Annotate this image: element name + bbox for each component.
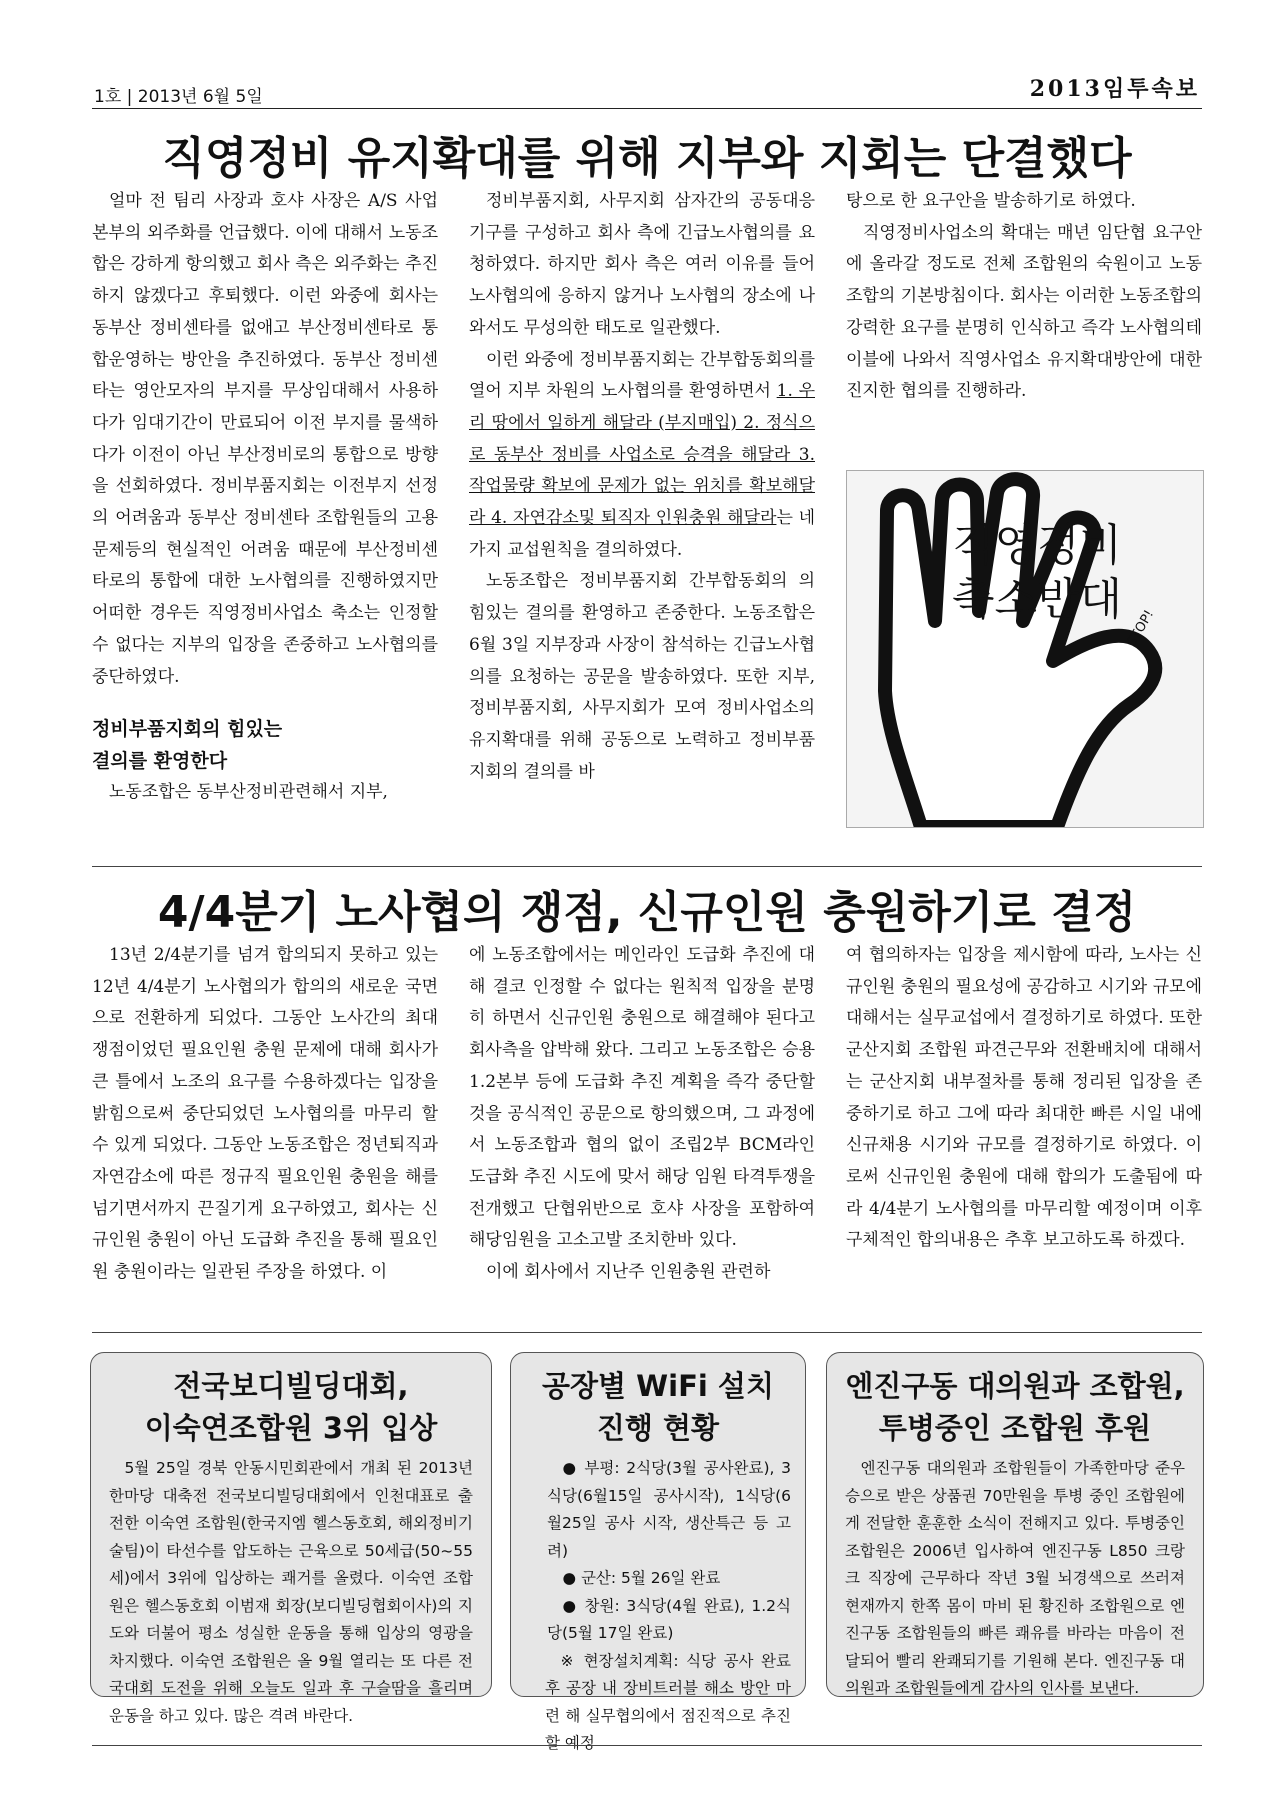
box1-paragraph: 5월 25일 경북 안동시민회관에서 개최 된 2013년 한마당 대축전 전국보디빌딩대회에서 인천대표로 출전한 이숙연 조합원(한국지엠 헬스동호회, 해외정비기술팀)이 타선수를 압도하는 근육으로 50세급(50~55세)에서 3위에 입상하는 쾌거를 올렸다. 이숙연 조합원은 헬스동호회 이범재 회장(보디빌딩협회이사)의 지도와 더불어 평소 성실한 운동을 통해 입상의 영광을 차지했다. 이숙연 조합원은 올 9월 열리는 또 다른 전국대회 도전을 위해 오늘도 일과 후 구슬땀을 흘리며 운동을 하고 있다. 많은 격려 바란다.: [109, 1459, 473, 1725]
article2-col3: [846, 940, 1202, 1257]
issue-date: 1호 | 2013년 6월 5일: [94, 87, 263, 107]
article1-col3-paragraph1: 탕으로 한 요구안을 발송하기로 하였다.: [846, 191, 1136, 211]
stop-hand-image: [846, 470, 1204, 828]
wifi-note: ※ 현장설치계획: 식당 공사 완료 후 공장 내 장비트러블 해소 방안 마련 해 실무협의에서 점진적으로 추진할 예정: [545, 1651, 791, 1752]
article1-col1-paragraph: 얼마 전 팀리 사장과 호샤 사장은 A/S 사업본부의 외주화를 언급했다. 이에 대해서 노동조합은 강하게 항의했고 회사 측은 외주화는 추진하지 않겠다고 후퇴했다. 이런 와중에 회사는 동부산 정비센타를 없애고 부산정비센타로 통합운영하는 방안을 추진하였다. 동부산 정비센타는 영안모자의 부지를 무상임대해서 사용하다가 임대기간이 만료되어 이전 부지를 물색하다가 이전이 아닌 부산정비로의 통합으로 방향을 선회하였다. 정비부품지회는 이전부지 선정의 어려움과 동부산 정비센타 조합원들의 고용문제등의 현실적인 어려움 때문에 부산정비센타로의 통합에 대한 노사협의를 진행하였지만 어떠한 경우든 직영정비사업소 축소는 인정할 수 없다는 지부의 입장을 존중하고 노사협의를 중단하였다.: [92, 191, 438, 687]
box1-title-line1: 전국보디빌딩대회,: [173, 1369, 409, 1403]
box1-title: [91, 1365, 491, 1449]
article2-col3-paragraph: 여 협의하자는 입장을 제시함에 따라, 노사는 신규인원 충원의 필요성에 공감하고 시기와 규모에 대해서는 실무교섭에서 결정하기로 하였다. 또한 군산지회 조합원 파견근무와 전환배치에 대해서는 군산지회 내부절차를 통해 정리된 입장을 존중하기로 하고 그에 따라 최대한 빠른 시일 내에 신규채용 시기와 규모를 결정하기로 하였다. 이로써 신규인원 충원에 대해 합의가 도출됨에 따라 4/4분기 노사협의를 마무리할 예정이며 이후 구체적인 합의내용은 추후 보고하도록 하겠다.: [846, 945, 1202, 1251]
box3-paragraph: 엔진구동 대의원과 조합원들이 가족한마당 준우승으로 받은 상품권 70만원을 투병 중인 조합원에게 전달한 훈훈한 소식이 전해지고 있다. 투병중인 조합원은 2006년 입사하여 엔진구동 L850 크랑크 직장에 근무하다 작년 3월 뇌경색으로 쓰러져 현재까지 한쪽 몸이 마비 된 황진하 조합원으로 엔진구동 조합원들의 빠른 쾌유를 바라는 마음이 전달되어 빨리 완쾌되기를 기원해 본다. 엔진구동 대의원과 조합원들에게 감사의 인사를 보낸다.: [845, 1459, 1185, 1697]
article1-subhead-line2: 결의를 환영한다: [92, 750, 228, 773]
box2-title-line2: 진행 현황: [596, 1411, 720, 1445]
box3-body: [827, 1455, 1203, 1703]
bottom-divider: [92, 1745, 1202, 1746]
article1-col2-paragraph2: [469, 345, 815, 567]
article1-col2: [469, 186, 815, 788]
article1-col2-text-b: 는 네 가지 교섭원칙을 결의하였다.: [469, 508, 815, 560]
box2-title-line1: 공장별 WiFi 설치: [542, 1369, 774, 1403]
article2-col2: [469, 940, 815, 1289]
news-box-wifi: [510, 1352, 806, 1752]
article2-col1-paragraph: 13년 2/4분기를 넘겨 합의되지 못하고 있는 12년 4/4분기 노사협의가 합의의 새로운 국면으로 전환하게 되었다. 그동안 노사간의 최대 쟁점이었던 필요인원 충원 문제에 대해 회사가 큰 틀에서 노조의 요구를 수용하겠다는 입장을 밝힘으로써 중단되었던 노사협의를 마무리 할 수 있게 되었다. 그동안 노동조합은 정년퇴직과 자연감소에 따른 정규직 필요인원 충원을 해를 넘기면서까지 끈질기게 요구하였고, 회사는 신규인원 충원이 아닌 도급화 추진을 통해 필요인원 충원이라는 일관된 주장을 하였다. 이: [92, 945, 438, 1283]
article1-col1-paragraph2: 노동조합은 동부산정비관련해서 지부,: [109, 782, 388, 803]
box1-body: [91, 1455, 491, 1730]
wifi-item-gunsan: ● 군산: 5월 26일 완료: [562, 1569, 721, 1587]
hand-slogan-line2: 축소반대: [951, 574, 1122, 625]
box1-title-line2: 이숙연조합원 3위 입상: [144, 1411, 438, 1445]
news-box-engine: [826, 1352, 1204, 1697]
box3-title-line2: 투병중인 조합원 후원: [878, 1411, 1152, 1445]
article1-col3: [846, 186, 1202, 408]
masthead: 2013임투속보: [1029, 76, 1200, 102]
article1-col2-paragraph3: 노동조합은 정비부품지회 간부합동회의 의 힘있는 결의를 환영하고 존중한다. 노동조합은 6월 3일 지부장과 사장이 참석하는 긴급노사협의를 요청하는 공문을 발송하였다. 또한 지부, 정비부품지회, 사무지회가 모여 정비사업소의 유지확대를 위해 공동으로 노력하고 정비부품지회의 결의를 바: [469, 571, 815, 782]
page-header: [92, 78, 1202, 109]
news-box-bodybuilding: [90, 1352, 492, 1725]
article1-demands-underlined: 1. 우리 땅에서 일하게 해달라 (부지매입) 2. 정식으로 동부산 정비를 사업소로 승격을 해달라 3. 작업물량 확보에 문제가 없는 위치를 확보해달라 4. 자연감소및 퇴직자 인원충원 해달라: [469, 381, 815, 529]
article1-title: 직영정비 유지확대를 위해 지부와 지회는 단결했다: [162, 133, 1132, 184]
wifi-item-bupyeong: ● 부평: 2식당(3월 공사완료), 3식당(6월15일 공사시작), 1식당(6월25일 공사 시작, 생산특근 등 고려): [547, 1459, 791, 1560]
box3-title: [827, 1365, 1203, 1449]
article1-col1: [92, 186, 438, 809]
article1-subhead-line1: 정비부품지회의 힘있는: [92, 718, 283, 741]
article1-col2-text-a: 이런 와중에 정비부품지회는 간부합동회의를 열어 지부 차원의 노사협의를 환영하면서: [469, 349, 815, 402]
article2-col2-paragraph2: 이에 회사에서 지난주 인원충원 관련하: [486, 1262, 771, 1283]
box2-body: [511, 1455, 805, 1758]
box2-title: [511, 1365, 805, 1449]
divider-line: [92, 866, 1202, 867]
divider-line-2: [92, 1332, 1202, 1333]
article2-col1: [92, 940, 438, 1289]
article1-col3-paragraph2: 직영정비사업소의 확대는 매년 임단협 요구안에 올라갈 정도로 전체 조합원의 숙원이고 노동조합의 기본방침이다. 회사는 이러한 노동조합의 강력한 요구를 분명히 인식하고 즉각 노사협의테이블에 나와서 직영사업소 유지확대방안에 대한 진지한 협의를 진행하라.: [846, 222, 1202, 402]
stop-label: STOP!: [1124, 607, 1158, 650]
article2-col2-paragraph1: 에 노동조합에서는 메인라인 도급화 추진에 대해 결코 인정할 수 없다는 원칙적 입장을 분명히 하면서 신규인원 충원으로 해결해야 된다고 회사측을 압박해 왔다. 그리고 노동조합은 승용1.2본부 등에 도급화 추진 계획을 즉각 중단할 것을 공식적인 공문으로 항의했으며, 그 과정에서 노동조합과 협의 없이 조립2부 BCM라인 도급화 추진 시도에 맞서 해당 임원 타격투쟁을 전개했고 단협위반으로 호샤 사장을 포함하여 해당임원을 고소고발 조치한바 있다.: [469, 945, 815, 1251]
hand-slogan-line1: 직영정비: [951, 520, 1122, 571]
wifi-item-changwon: ● 창원: 3식당(4월 완료), 1.2식당(5월 17일 완료): [547, 1596, 791, 1642]
article1-col2-paragraph1: 정비부품지회, 사무지회 삼자간의 공동대응기구를 구성하고 회사 측에 긴급노사협의를 요청하였다. 하지만 회사 측은 여러 이유를 들어 노사협의에 응하지 않거나 노사협의 장소에 나와서도 무성의한 태도로 일관했다.: [469, 191, 815, 338]
article2-title: 4/4분기 노사협의 쟁점, 신규인원 충원하기로 결정: [157, 887, 1137, 938]
box3-title-line1: 엔진구동 대의원과 조합원,: [845, 1369, 1185, 1403]
